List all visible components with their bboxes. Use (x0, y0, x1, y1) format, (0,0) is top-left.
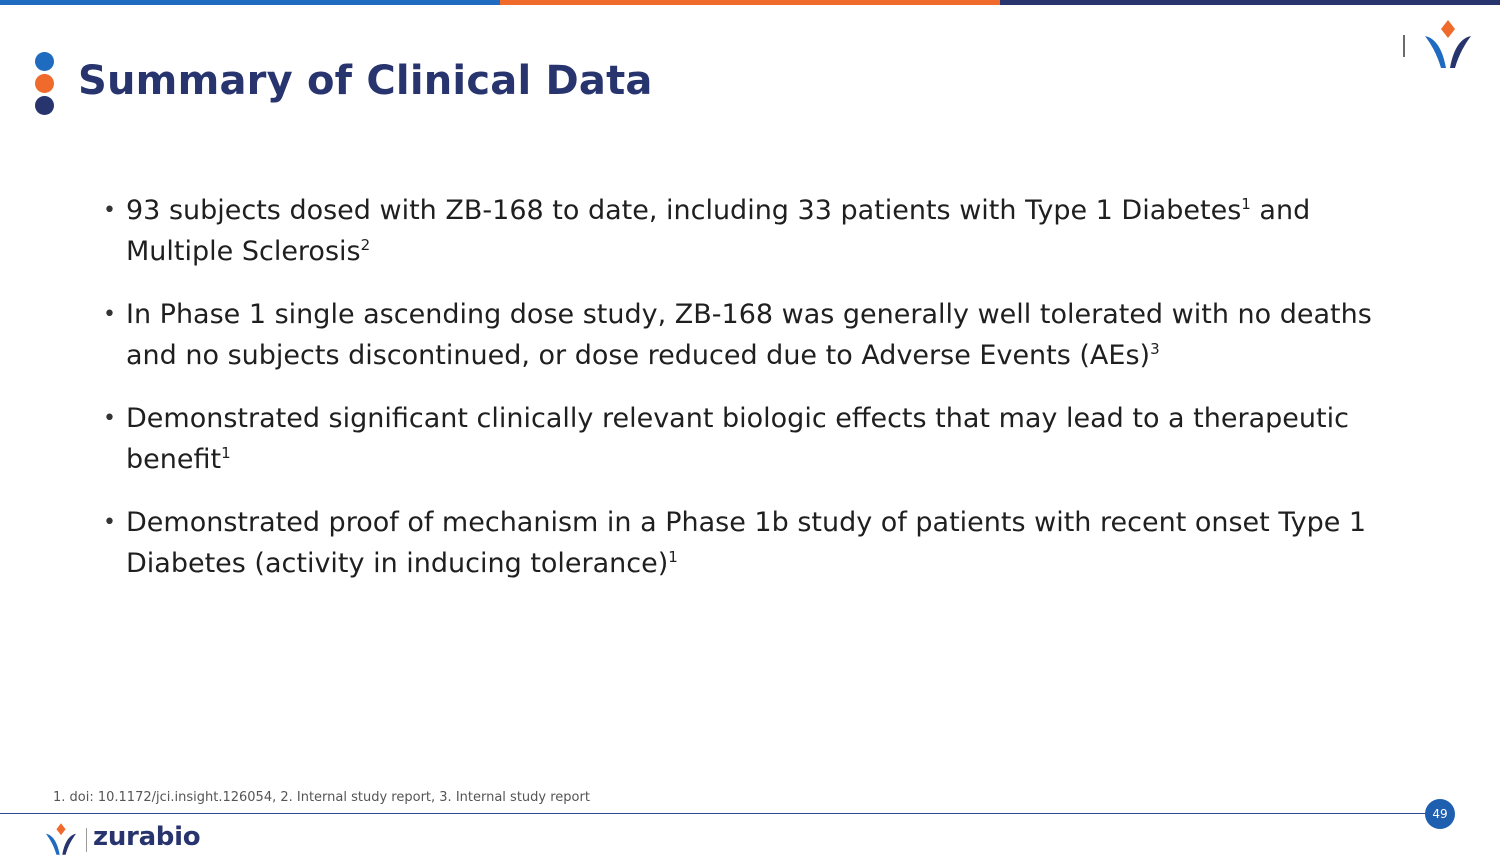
page-number-badge: 49 (1425, 799, 1455, 829)
bullet-text: Demonstrated significant clinically relevant biologic effects that may lead to a therapeutic benefit (126, 403, 1349, 475)
zurabio-logo-icon (44, 822, 78, 856)
footnote-ref: 3 (1150, 340, 1160, 358)
bullet-text: Demonstrated proof of mechanism in a Phase 1b study of patients with recent onset Type 1 Diabetes (activity in inducing tolerance) (126, 507, 1367, 579)
title-dots (35, 52, 55, 118)
accent-bar-navy (1000, 0, 1500, 5)
page-title: Summary of Clinical Data (78, 58, 653, 104)
bullet-item (100, 398, 1380, 480)
zurabio-logo-icon (1422, 18, 1474, 70)
bullet-item (100, 294, 1380, 376)
dot-orange (35, 74, 54, 93)
brand-separator (86, 828, 87, 852)
footnote-ref: 1 (668, 548, 678, 566)
accent-bar-blue (0, 0, 500, 5)
footnote-ref: 1 (1241, 195, 1251, 213)
top-accent-bar (0, 0, 1500, 5)
footer-divider (0, 813, 1440, 814)
footnote-ref: 2 (360, 236, 371, 254)
bullet-item (100, 190, 1380, 272)
bullet-text: In Phase 1 single ascending dose study, ZB-168 was generally well tolerated with no deaths and no subjects discontinued, or dose reduced due to Adverse Events (AEs) (126, 299, 1372, 371)
bullet-list (100, 190, 1380, 606)
dot-navy (35, 96, 54, 115)
footnote: 1. doi: 10.1172/jci.insight.126054, 2. Internal study report, 3. Internal study report (53, 790, 590, 805)
footnote-ref: 1 (221, 444, 231, 462)
bullet-text: and Multiple Sclerosis (126, 195, 1311, 267)
logo-divider (1403, 35, 1405, 57)
dot-blue (35, 52, 54, 71)
bullet-text: 93 subjects dosed with ZB-168 to date, including 33 patients with Type 1 Diabetes (126, 195, 1242, 226)
brand-name: zurabio (93, 822, 201, 852)
accent-bar-orange (500, 0, 1000, 5)
bullet-item (100, 502, 1380, 584)
